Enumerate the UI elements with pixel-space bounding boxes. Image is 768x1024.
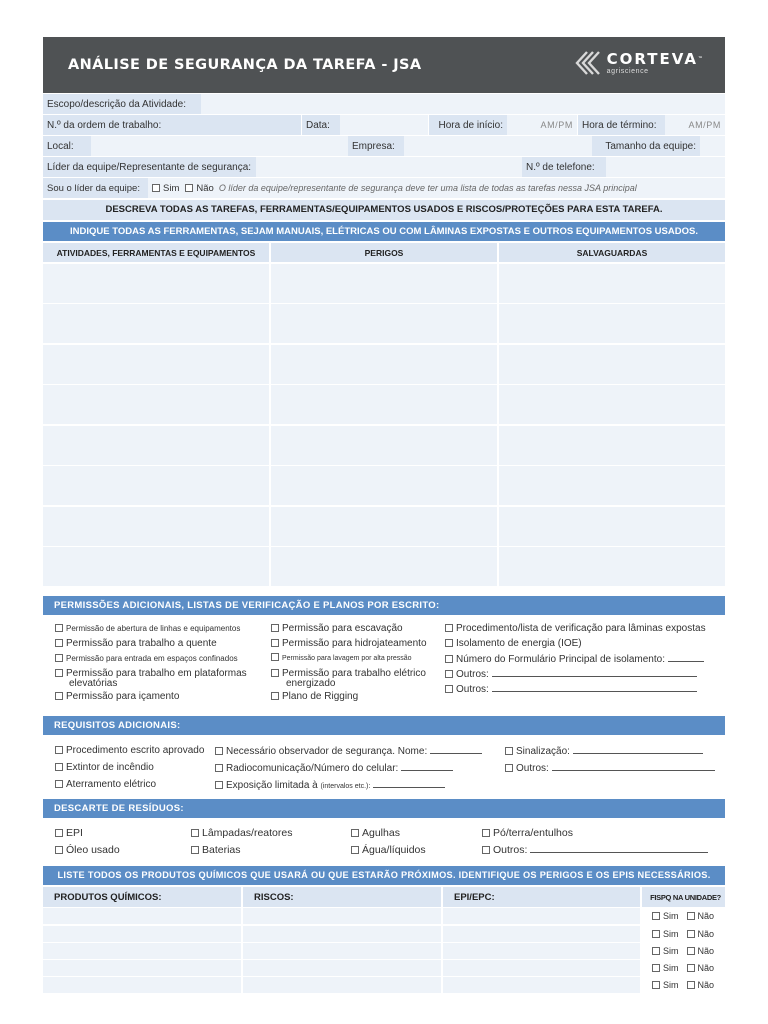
scope-field[interactable] [201,94,725,114]
waste-dust: Pó/terra/entulhos [482,827,573,839]
checkbox[interactable] [215,747,223,755]
phone-label: N.º de telefone: [522,157,606,177]
checkbox[interactable] [55,846,63,854]
req-fire-extinguisher: Extintor de incêndio [55,762,154,774]
checkbox[interactable] [445,639,453,647]
fispq-yes-checkbox[interactable] [652,981,660,989]
checkbox[interactable] [351,846,359,854]
location-label: Local: [43,136,91,156]
ppe-cell[interactable] [443,908,640,924]
safeguard-cell[interactable] [499,466,725,505]
company-label: Empresa: [348,136,404,156]
table-row [43,345,725,384]
start-time-field[interactable]: AM/PM [507,115,577,135]
chemicals-title: LISTE TODOS OS PRODUTOS QUÍMICOS QUE USARÁ OU QUE ESTARÃO PRÓXIMOS. IDENTIFIQUE OS PERIGOS E OS EPIS NECESSÁRIOS. [43,866,725,885]
permit-high-pressure: Permissão para lavagem por alta pressão [271,653,412,665]
fispq-yes-checkbox[interactable] [652,930,660,938]
exposure-line[interactable] [373,779,445,788]
chem-cell[interactable] [43,960,241,976]
col-activities: ATIVIDADES, FERRAMENTAS E EQUIPAMENTOS [43,243,269,262]
leader-yes-checkbox[interactable] [152,184,160,192]
checkbox[interactable] [55,763,63,771]
leader-field[interactable] [256,157,522,177]
waste-others: Outros: [482,844,708,856]
permit-hydrojet: Permissão para hidrojateamento [271,638,427,650]
checkbox[interactable] [445,670,453,678]
fispq-no-checkbox[interactable] [687,964,695,972]
checkbox[interactable] [215,764,223,772]
checkbox[interactable] [55,624,63,632]
observer-name-line[interactable] [430,745,482,754]
checkbox[interactable] [55,746,63,754]
waste-title: DESCARTE DE RESÍDUOS: [43,799,725,818]
chem-cell[interactable] [43,926,241,942]
permits-options [43,615,725,716]
safeguard-cell[interactable] [499,547,725,586]
activity-cell[interactable] [43,345,269,384]
checkbox[interactable] [55,639,63,647]
signage-line[interactable] [573,745,703,754]
location-field[interactable] [91,136,348,156]
safeguard-cell[interactable] [499,264,725,303]
am-leader-row [43,178,725,198]
table-row [43,385,725,424]
safeguard-cell[interactable] [499,426,725,465]
checkbox[interactable] [271,692,279,700]
chem-cell[interactable] [43,943,241,959]
table-row [43,507,725,546]
page-title: ANÁLISE DE SEGURANÇA DA TAREFA - JSA [68,57,422,73]
checkbox[interactable] [191,846,199,854]
fispq-no-checkbox[interactable] [687,930,695,938]
form-header [43,37,725,93]
activity-cell[interactable] [43,385,269,424]
logo-trademark: ™ [698,55,705,62]
permit-lifting: Permissão para içamento [55,691,179,703]
hazard-cell[interactable] [271,426,497,465]
checkbox[interactable] [271,624,279,632]
date-label: Data: [302,115,340,135]
safeguard-cell[interactable] [499,345,725,384]
chemicals-table [43,908,725,993]
ppe-cell[interactable] [443,943,640,959]
table-row [43,547,725,586]
table-row: Sim Não [43,943,725,959]
table-row: Sim Não [43,960,725,976]
leader-no-checkbox[interactable] [185,184,193,192]
leader-row [43,157,725,177]
jsa-form [43,37,725,993]
radio-line[interactable] [401,762,453,771]
req-grounding: Aterramento elétrico [55,779,156,791]
checkbox[interactable] [445,624,453,632]
waste-batteries: Baterias [191,844,241,856]
table-row: Sim Não [43,926,725,942]
work-order-row [43,115,725,135]
permit-other-2: Outros: [445,683,697,696]
requirements-title: REQUISITOS ADICIONAIS: [43,716,725,735]
checkbox[interactable] [55,692,63,700]
work-order-label: N.º da ordem de trabalho: [43,115,301,135]
checkbox[interactable] [215,781,223,789]
date-field[interactable] [340,115,428,135]
end-time-field[interactable]: AM/PM [665,115,725,135]
activity-cell[interactable] [43,264,269,303]
corteva-mark-icon [573,50,603,76]
checkbox[interactable] [55,669,63,677]
waste-used-oil: Óleo usado [55,844,120,856]
req-safety-observer: Necessário observador de segurança. Nome: [215,745,482,758]
table-row [43,466,725,505]
col-safeguards: SALVAGUARDAS [499,243,725,262]
checkbox[interactable] [482,846,490,854]
table-row: Sim Não [43,977,725,993]
hazard-cell[interactable] [271,264,497,303]
permit-line-opening: Permissão de abertura de linhas e equipamentos [55,623,240,635]
waste-options [43,818,725,866]
phone-field[interactable] [606,157,725,177]
fispq-yes-checkbox[interactable] [652,947,660,955]
activity-cell[interactable] [43,304,269,343]
table-row: Sim Não [43,908,725,924]
checkbox[interactable] [271,653,279,661]
permit-blades: Procedimento/lista de verificação para lâminas expostas [445,623,706,635]
hazard-cell[interactable] [271,345,497,384]
permit-energy-isolation: Isolamento de energia (IOE) [445,638,582,650]
ppe-cell[interactable] [443,960,640,976]
waste-water: Água/líquidos [351,844,426,856]
permit-platforms: Permissão para trabalho em plataformas [55,668,247,680]
isolation-form-line[interactable] [668,653,704,662]
col-ppe: EPI/EPC: [443,887,640,907]
requirements-options [43,735,725,799]
hazard-cell[interactable] [271,466,497,505]
scope-row [43,94,725,114]
hazard-cell[interactable] [271,304,497,343]
permit-platforms-cont: elevatórias [69,678,118,689]
leader-label: Líder da equipe/Representante de segurança: [43,157,256,177]
permit-confined-space: Permissão para entrada em espaços confinados [55,653,238,665]
hazard-cell[interactable] [271,547,497,586]
safeguard-cell[interactable] [499,385,725,424]
waste-lamps: Lâmpadas/reatores [191,827,292,839]
fispq-yes-checkbox[interactable] [652,964,660,972]
permits-title: PERMISSÕES ADICIONAIS, LISTAS DE VERIFICAÇÃO E PLANOS POR ESCRITO: [43,596,725,615]
risk-cell[interactable] [243,977,441,993]
safeguard-cell[interactable] [499,304,725,343]
ppe-cell[interactable] [443,977,640,993]
col-risks: RISCOS: [243,887,441,907]
other-line[interactable] [492,668,697,677]
scope-label: Escopo/descrição da Atividade: [43,94,201,114]
permit-isolation-form: Número do Formulário Principal de isolamento: [445,653,704,666]
activity-cell[interactable] [43,426,269,465]
checkbox[interactable] [55,780,63,788]
checkbox[interactable] [445,655,453,663]
permit-other-1: Outros: [445,668,697,681]
checkbox[interactable] [445,685,453,693]
leader-yes-label: Sim [163,182,180,194]
fispq-no-checkbox[interactable] [687,981,695,989]
checkbox[interactable] [271,669,279,677]
task-table [43,262,725,586]
checkbox[interactable] [482,829,490,837]
req-others: Outros: [505,762,715,775]
waste-others-line[interactable] [530,844,708,853]
risk-cell[interactable] [243,960,441,976]
team-size-label: Tamanho da equipe: [592,136,700,156]
table-row [43,304,725,343]
permit-excavation: Permissão para escavação [271,623,403,635]
leader-no-label: Não [196,182,214,194]
fispq-no-checkbox[interactable] [687,947,695,955]
req-limited-exposure: Exposição limitada à (intervalos etc.): [215,779,445,793]
team-size-field[interactable] [700,136,725,156]
fispq-yes-checkbox[interactable] [652,912,660,920]
risk-cell[interactable] [243,908,441,924]
req-written-procedure: Procedimento escrito aprovado [55,745,204,757]
logo-sub: agriscience [606,67,649,75]
permit-electrical-cont: energizado [286,678,336,689]
safeguard-cell[interactable] [499,507,725,546]
checkbox[interactable] [271,639,279,647]
table-row [43,264,725,303]
leader-note: O líder da equipe/representante de segurança deve ter uma lista de todas as tarefas nessa JSA principal [218,183,637,193]
checkbox[interactable] [55,829,63,837]
chem-cell[interactable] [43,977,241,993]
describe-band: DESCREVA TODAS AS TAREFAS, FERRAMENTAS/EQUIPAMENTOS USADOS E RISCOS/PROTEÇÕES PARA ESTA TAREFA. [43,200,725,220]
activity-cell[interactable] [43,466,269,505]
am-leader-options [148,178,725,198]
waste-ppe: EPI [55,827,83,839]
am-leader-label: Sou o líder da equipe: [43,178,148,198]
others-line[interactable] [552,762,715,771]
checkbox[interactable] [505,747,513,755]
risk-cell[interactable] [243,943,441,959]
waste-needles: Agulhas [351,827,400,839]
start-time-label: Hora de início: [429,115,507,135]
chem-cell[interactable] [43,908,241,924]
col-hazards: PERIGOS [271,243,497,262]
location-row [43,136,725,156]
activity-cell[interactable] [43,547,269,586]
checkbox[interactable] [505,764,513,772]
permit-rigging: Plano de Rigging [271,691,358,703]
fispq-no-checkbox[interactable] [687,912,695,920]
logo-word: CORTEVA [606,49,698,68]
permit-electrical: Permissão para trabalho elétrico [271,668,426,680]
req-signage: Sinalização: [505,745,703,758]
indicate-band: INDIQUE TODAS AS FERRAMENTAS, SEJAM MANUAIS, ELÉTRICAS OU COM LÂMINAS EXPOSTAS E OUTROS EQUIPAMENTOS USADOS. [43,222,725,241]
end-time-label: Hora de término: [578,115,665,135]
checkbox[interactable] [191,829,199,837]
checkbox[interactable] [351,829,359,837]
task-table-header [43,243,725,262]
corteva-logo [573,50,705,76]
col-fispq: FISPQ NA UNIDADE? [642,887,725,907]
permit-hot-work: Permissão para trabalho a quente [55,638,217,650]
other-line[interactable] [492,683,697,692]
checkbox[interactable] [55,654,63,662]
table-row [43,426,725,465]
chemicals-header [43,887,725,907]
ppe-cell[interactable] [443,926,640,942]
hazard-cell[interactable] [271,507,497,546]
company-field[interactable] [404,136,592,156]
col-chemicals: PRODUTOS QUÍMICOS: [43,887,241,907]
activity-cell[interactable] [43,507,269,546]
req-radio: Radiocomunicação/Número do celular: [215,762,453,775]
risk-cell[interactable] [243,926,441,942]
hazard-cell[interactable] [271,385,497,424]
